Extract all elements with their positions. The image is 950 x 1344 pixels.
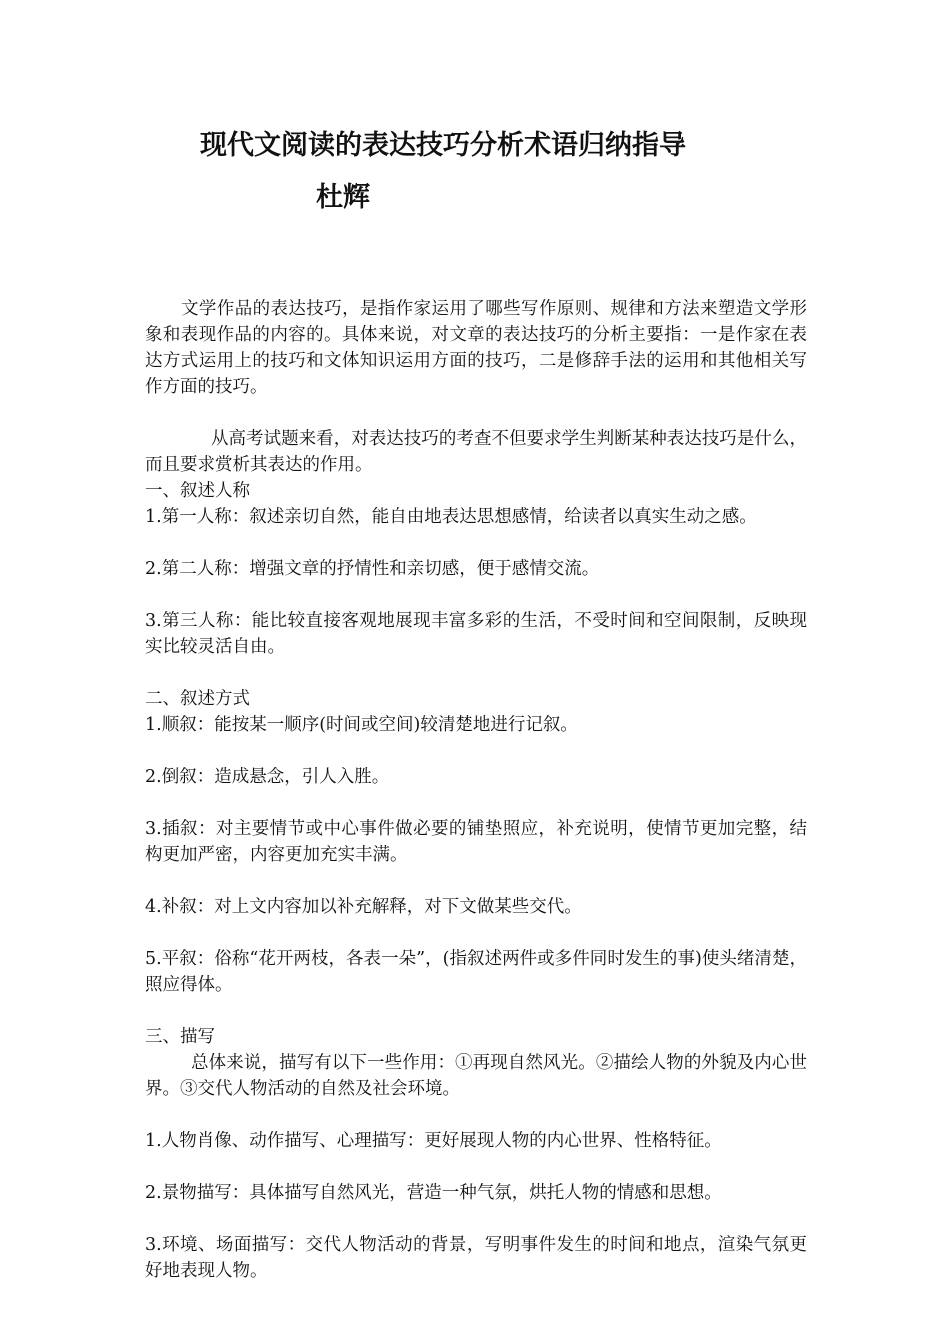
section-heading-description: 三、描写: [145, 1027, 215, 1047]
section-intro-paragraph: 总体来说，描写有以下一些作用：①再现自然风光。②描绘人物的外貌及内心世界。③交代人物活动的自然及社会环境。: [145, 1053, 807, 1099]
list-item: 1.顺叙：能按某一顺序(时间或空间)较清楚地进行记叙。: [145, 715, 578, 735]
list-item: 2.景物描写：具体描写自然风光，营造一种气氛，烘托人物的情感和思想。: [145, 1183, 722, 1203]
list-item: 4.补叙：对上文内容加以补充解释，对下文做某些交代。: [145, 897, 582, 917]
list-item: 3.插叙：对主要情节或中心事件做必要的铺垫照应，补充说明，使情节更加完整，结构更加严密，内容更加充实丰满。: [145, 819, 807, 865]
list-item: 3.第三人称：能比较直接客观地展现丰富多彩的生活，不受时间和空间限制，反映现实比较灵活自由。: [145, 611, 807, 657]
section-heading-narrative-person: 一、叙述人称: [145, 481, 250, 501]
list-item: 5.平叙：俗称“花开两枝，各表一朵”，(指叙述两件或多件同时发生的事)使头绪清楚，照应得体。: [145, 949, 807, 995]
intro-paragraph-1: 文学作品的表达技巧，是指作家运用了哪些写作原则、规律和方法来塑造文学形象和表现作品的内容的。具体来说，对文章的表达技巧的分析主要指：一是作家在表达方式运用上的技巧和文体知识运用方面的技巧，二是修辞手法的运用和其他相关写作方面的技巧。: [145, 299, 807, 397]
list-item: 2.倒叙：造成悬念，引人入胜。: [145, 767, 390, 787]
document-author: 杜辉: [316, 182, 370, 213]
intro-paragraph-2: 从高考试题来看，对表达技巧的考查不但要求学生判断某种表达技巧是什么，而且要求赏析其表达的作用。: [145, 429, 807, 475]
list-item: 3.环境、场面描写：交代人物活动的背景，写明事件发生的时间和地点，渲染气氛更好地表现人物。: [145, 1235, 807, 1281]
list-item: 2.第二人称：增强文章的抒情性和亲切感，便于感情交流。: [145, 559, 600, 579]
list-item: 1.第一人称：叙述亲切自然，能自由地表达思想感情，给读者以真实生动之感。: [145, 507, 757, 527]
document-body: [145, 296, 807, 1284]
section-heading-narrative-method: 二、叙述方式: [145, 689, 250, 709]
list-item: 1.人物肖像、动作描写、心理描写：更好展现人物的内心世界、性格特征。: [145, 1131, 722, 1151]
document-title: 现代文阅读的表达技巧分析术语归纳指导: [200, 130, 686, 161]
